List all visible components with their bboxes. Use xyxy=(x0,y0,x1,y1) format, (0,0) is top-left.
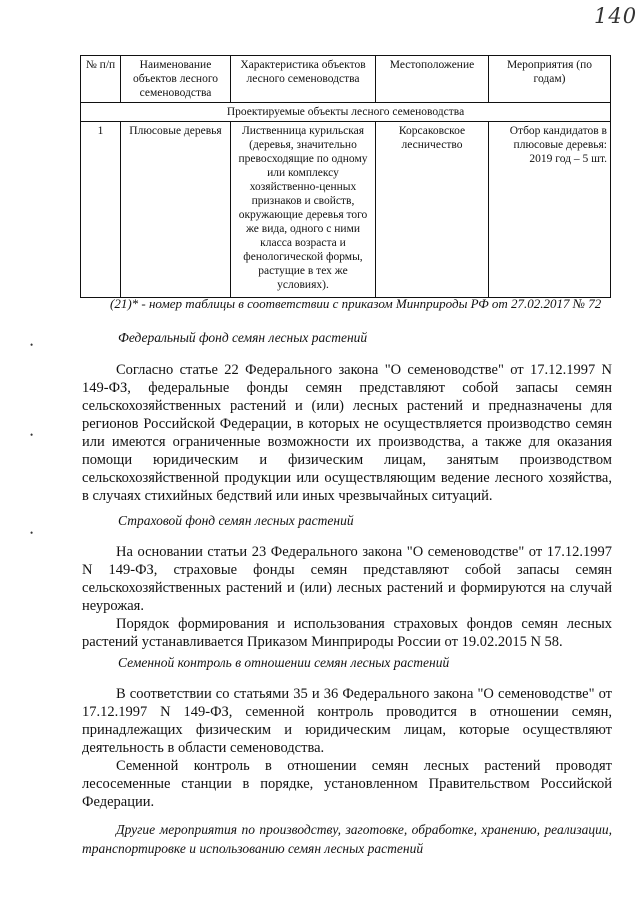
margin-mark: • xyxy=(30,528,34,538)
margin-mark: • xyxy=(30,430,34,440)
section-heading-insurance-fund: Страховой фонд семян лесных растений xyxy=(118,513,354,528)
header-location: Местоположение xyxy=(376,56,489,103)
objects-table xyxy=(80,55,611,298)
section-heading-federal-fund: Федеральный фонд семян лесных растений xyxy=(118,330,368,345)
paragraph-federal-fund: Согласно статье 22 Федерального закона "О семеноводстве" от 17.12.1997 N 149-ФЗ, федеральные фонды семян представляют собой запасы семян сельскохозяйственных растений и (или) лесных растений и предназначены для регионов Российской Федерации, в которых не осуществляется производство семян или имеются ограниченные возможности их производства, а также для оказания помощи юридическим и физическим лицам, занятым производством сельскохозяйственной продукции или осуществляющим ведение лесного хозяйства, в случаях стихийных бедствий или иных чрезвычайных ситуаций. xyxy=(82,362,612,504)
paragraph-insurance-fund-1: На основании статьи 23 Федерального закона "О семеноводстве" от 17.12.1997 N 149-ФЗ, страховые фонды семян представляют собой запасы семян сельскохозяйственных растений и (или) лесных растений и формируются на случай неурожая. xyxy=(82,544,612,614)
table-section-row xyxy=(81,103,611,122)
cell-activities: Отбор кандидатов в плюсовые деревья: 2019 год – 5 шт. xyxy=(489,122,611,298)
cell-characteristics: Лиственница курильская (деревья, значительно превосходящие по одному или комплексу хозяйственно-ценных признаков и свойств, окружающие деревья того же вида, одного с ними класса возраста и фенологической формы, растущие в тех же условиях). xyxy=(231,122,376,298)
table-footnote: (21)* - номер таблицы в соответствии с приказом Минприроды РФ от 27.02.2017 № 72 xyxy=(110,296,602,311)
paragraph-seed-control-1: В соответствии со статьями 35 и 36 Федерального закона "О семеноводстве" от 17.12.1997 N 149-ФЗ, семенной контроль проводится в отношении семян, принадлежащих физическим и юридическим лицам, которые осуществляют деятельность в области семеноводства. xyxy=(82,686,612,756)
table-header-row xyxy=(81,56,611,103)
section-title: Проектируемые объекты лесного семеноводства xyxy=(81,103,611,122)
paragraph-insurance-fund-2: Порядок формирования и использования страховых фондов семян лесных растений устанавливается Приказом Минприроды России от 19.02.2015 N 58. xyxy=(82,616,612,650)
header-characteristics: Характеристика объектов лесного семеноводства xyxy=(231,56,376,103)
page-number: 140 xyxy=(594,4,638,28)
header-num: № п/п xyxy=(81,56,121,103)
cell-name: Плюсовые деревья xyxy=(121,122,231,298)
header-name: Наименование объектов лесного семеноводства xyxy=(121,56,231,103)
paragraph-seed-control-2: Семенной контроль в отношении семян лесных растений проводят лесосеменные станции в порядке, установленном Правительством Российской Федерации. xyxy=(82,758,612,810)
table-row xyxy=(81,122,611,298)
cell-location: Корсаковское лесничество xyxy=(376,122,489,298)
margin-mark: • xyxy=(30,340,34,350)
header-activities: Мероприятия (по годам) xyxy=(489,56,611,103)
section-heading-other-activities: Другие мероприятия по производству, заготовке, обработке, хранению, реализации, транспортировке и использованию семян лесных растений xyxy=(82,822,612,856)
cell-num: 1 xyxy=(81,122,121,298)
section-heading-seed-control: Семенной контроль в отношении семян лесных растений xyxy=(118,655,450,670)
